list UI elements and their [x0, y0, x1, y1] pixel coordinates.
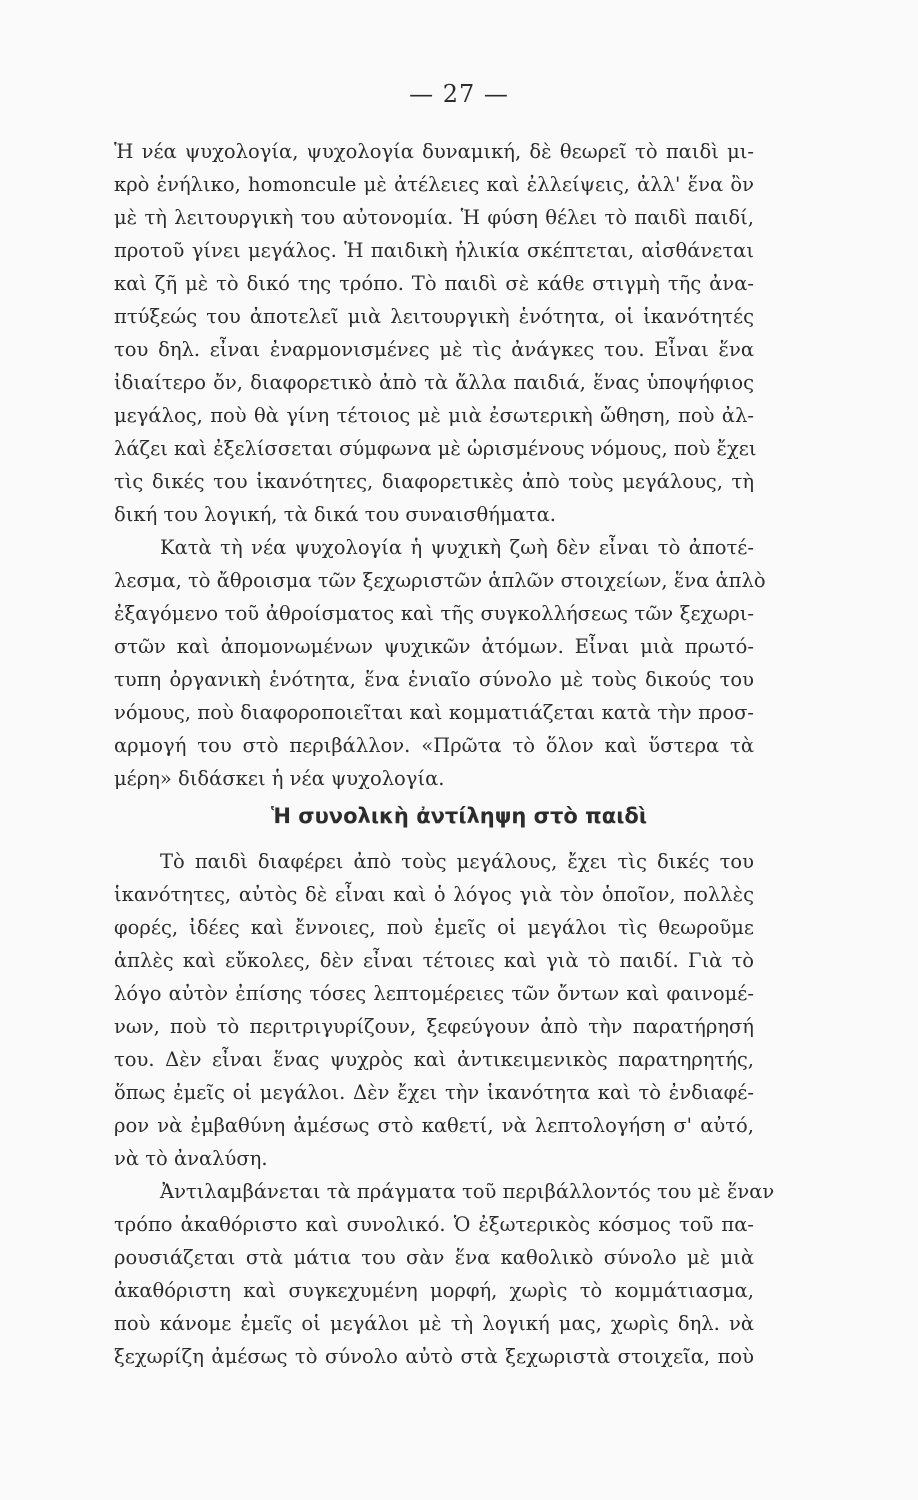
text-line: καὶ ζῆ μὲ τὸ δικό της τρόπο. Τὸ παιδὶ σὲ κάθε στιγμὴ τῆς ἀνα- [114, 272, 754, 295]
section-heading: Ἡ συνολικὴ ἀντίληψη στὸ παιδὶ [270, 804, 648, 828]
text-line: μεγάλος, ποὺ θὰ γίνη τέτοιος μὲ μιὰ ἐσωτερικὴ ὤθηση, ποὺ ἀλ- [114, 404, 754, 427]
text-line: λάζει καὶ ἐξελίσσεται σύμφωνα μὲ ὡρισμένους νόμους, ποὺ ἔχει [114, 437, 757, 460]
text-line: τὶς δικές του ἱκανότητες, διαφορετικὲς ἀπὸ τοὺς μεγάλους, τὴ [114, 470, 754, 493]
text-line: αρμογή του στὸ περιβάλλον. «Πρῶτα τὸ ὅλον καὶ ὕστερα τὰ [114, 734, 754, 757]
text-line: ἰδιαίτερο ὄν, διαφορετικὸ ἀπὸ τὰ ἄλλα παιδιά, ἕνας ὑποψήφιος [114, 371, 754, 394]
text-line: ἱκανότητες, αὐτὸς δὲ εἶναι καὶ ὁ λόγος γιὰ τὸν ὁποῖον, πολλὲς [114, 883, 754, 906]
text-line: του δηλ. εἶναι ἐναρμονισμένες μὲ τὶς ἀνάγκες του. Εἶναι ἕνα [114, 338, 754, 361]
text-line: δική του λογική, τὰ δικά του συναισθήματα. [114, 503, 556, 526]
text-line: του. Δὲν εἶναι ἕνας ψυχρὸς καὶ ἀντικειμενικὸς παρατηρητής, [114, 1048, 754, 1071]
text-line: λόγο αὐτὸν ἐπίσης τόσες λεπτομέρειες τῶν ὄντων καὶ φαινομέ- [114, 982, 754, 1005]
text-line: κρὸ ἐνήλικο, homoncule μὲ ἀτέλειες καὶ ἐλλείψεις, ἀλλ' ἕνα ὂν [114, 173, 754, 196]
text-line: ἐξαγόμενο τοῦ ἀθροίσματος καὶ τῆς συγκολλήσεως τῶν ξεχωρι- [114, 602, 754, 625]
text-line: νόμους, ποὺ διαφοροποιεῖται καὶ κομματιάζεται κατὰ τὴν προσ- [114, 701, 754, 724]
text-line: μὲ τὴ λειτουργικὴ του αὐτονομία. Ἡ φύση θέλει τὸ παιδὶ παιδί, [114, 206, 754, 229]
text-line: τρόπο ἀκαθόριστο καὶ συνολικό. Ὁ ἐξωτερικὸς κόσμος τοῦ πα- [114, 1213, 754, 1236]
text-line: μέρη» διδάσκει ἡ νέα ψυχολογία. [114, 767, 445, 790]
text-line: Ἡ νέα ψυχολογία, ψυχολογία δυναμική, δὲ θεωρεῖ τὸ παιδὶ μι- [114, 140, 754, 163]
text-line: Κατὰ τὴ νέα ψυχολογία ἡ ψυχικὴ ζωὴ δὲν εἶναι τὸ ἀποτέ- [160, 536, 754, 559]
text-line: πτύξεώς του ἀποτελεῖ μιὰ λειτουργικὴ ἑνότητα, οἱ ἱκανότητές [114, 305, 754, 328]
text-line: Τὸ παιδὶ διαφέρει ἀπὸ τοὺς μεγάλους, ἔχει τὶς δικές του [160, 850, 754, 873]
text-line: ἁπλὲς καὶ εὔκολες, δὲν εἶναι τέτοιες καὶ γιὰ τὸ παιδί. Γιὰ τὸ [114, 949, 754, 972]
text-line: προτοῦ γίνει μεγάλος. Ἡ παιδικὴ ἡλικία σκέπτεται, αἰσθάνεται [114, 239, 754, 262]
text-line: ξεχωρίζη ἀμέσως τὸ σύνολο αὐτὸ στὰ ξεχωριστὰ στοιχεῖα, ποὺ [114, 1345, 754, 1368]
text-line: φορές, ἰδέες καὶ ἔννοιες, ποὺ ἐμεῖς οἱ μεγάλοι τὶς θεωροῦμε [114, 916, 754, 939]
text-line: ποὺ κάνομε ἐμεῖς οἱ μεγάλοι μὲ τὴ λογική μας, χωρὶς δηλ. νὰ [114, 1312, 754, 1335]
text-line: στῶν καὶ ἀπομονωμένων ψυχικῶν ἀτόμων. Εἶναι μιὰ πρωτό- [114, 635, 754, 658]
text-line: τυπη ὀργανικὴ ἑνότητα, ἕνα ἑνιαῖο σύνολο μὲ τοὺς δικούς του [114, 668, 754, 691]
text-line: ρουσιάζεται στὰ μάτια του σὰν ἕνα καθολικὸ σύνολο μὲ μιὰ [114, 1246, 754, 1269]
text-line: νὰ τὸ ἀναλύση. [114, 1147, 268, 1170]
page-number: — 27 — [409, 80, 509, 108]
text-line: νων, ποὺ τὸ περιτριγυρίζουν, ξεφεύγουν ἀπὸ τὴν παρατήρησή [114, 1015, 754, 1038]
text-line: λεσμα, τὸ ἄθροισμα τῶν ξεχωριστῶν ἁπλῶν στοιχείων, ἕνα ἁπλὸ [114, 569, 766, 592]
text-line: ρον νὰ ἐμβαθύνη ἀμέσως στὸ καθετί, νὰ λεπτολογήση σ' αὐτό, [114, 1114, 754, 1137]
text-line: Ἀντιλαμβάνεται τὰ πράγματα τοῦ περιβάλλοντός του μὲ ἕναν [160, 1180, 775, 1203]
text-line: ἀκαθόριστη καὶ συγκεχυμένη μορφή, χωρὶς τὸ κομμάτιασμα, [114, 1279, 754, 1302]
text-line: ὅπως ἐμεῖς οἱ μεγάλοι. Δὲν ἔχει τὴν ἱκανότητα καὶ τὸ ἐνδιαφέ- [114, 1081, 754, 1104]
